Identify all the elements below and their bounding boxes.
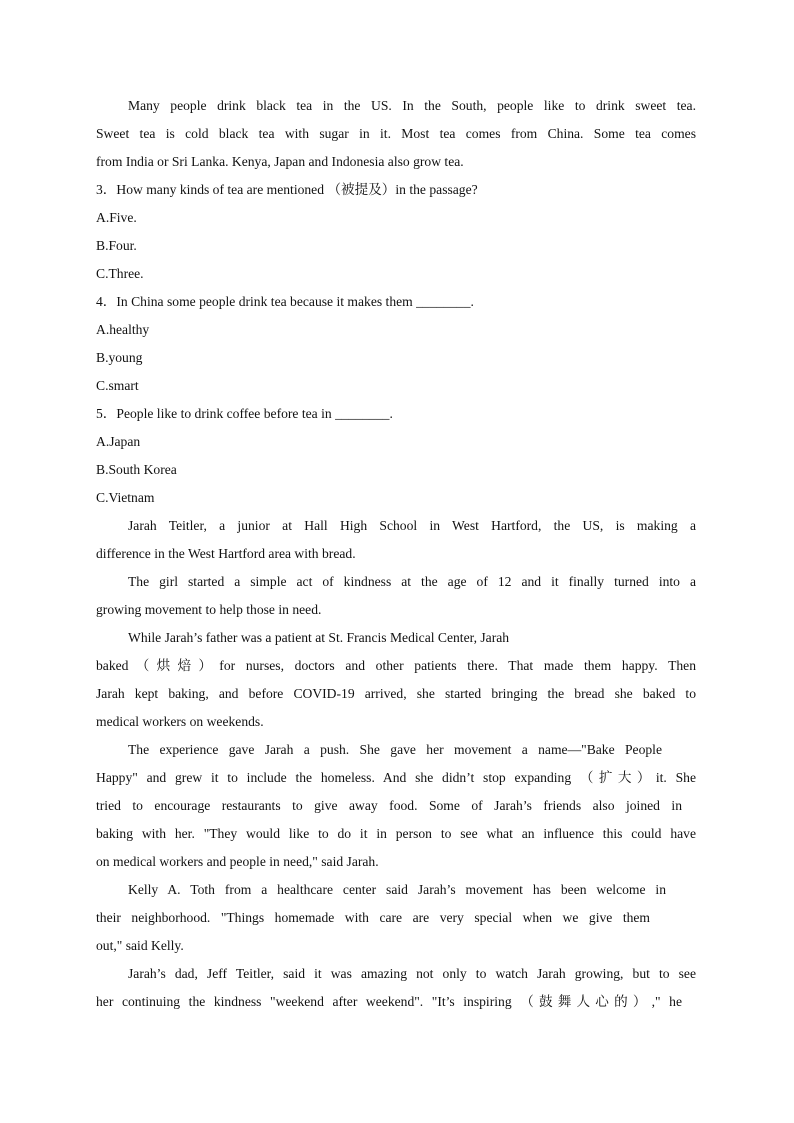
option-a[interactable]: A.Japan: [96, 434, 141, 449]
passage-line: Jarah Teitler, a junior at Hall High School in West Hartford, the US, is making a: [128, 518, 696, 533]
question-4: [96, 288, 696, 400]
option-a[interactable]: A.healthy: [96, 322, 150, 337]
question-3: [96, 176, 696, 288]
passage-tea: [96, 92, 696, 176]
passage-line: The girl started a simple act of kindness at the age of 12 and it finally turned into a: [128, 574, 696, 589]
passage-line: Sweet tea is cold black tea with sugar in it. Most tea comes from China. Some tea comes: [96, 126, 696, 141]
passage-line: medical workers on weekends.: [96, 714, 264, 729]
option-b[interactable]: B.South Korea: [96, 462, 177, 477]
passage-line: baking with her. "They would like to do it in person to see what an influence this could have: [96, 826, 696, 841]
passage-line: out," said Kelly.: [96, 938, 184, 953]
passage-line: Happy" and grew it to include the homeless. And she didn’t stop expanding （扩大）it. She: [96, 770, 696, 785]
option-c[interactable]: C.smart: [96, 378, 139, 393]
option-b[interactable]: B.Four.: [96, 238, 137, 253]
passage-line: tried to encourage restaurants to give away food. Some of Jarah’s friends also joined in: [96, 798, 682, 813]
passage-line: on medical workers and people in need," said Jarah.: [96, 854, 379, 869]
document-page: [96, 92, 696, 1016]
passage-line: Many people drink black tea in the US. In the South, people like to drink sweet tea.: [128, 98, 696, 113]
passage-line: The experience gave Jarah a push. She gave her movement a name—"Bake People: [128, 742, 662, 757]
question-5: [96, 400, 696, 512]
question-stem: 3．How many kinds of tea are mentioned （被提及）in the passage?: [96, 182, 478, 197]
passage-line: their neighborhood. "Things homemade with care are very special when we give them: [96, 910, 650, 925]
passage-line: baked（烘焙）for nurses, doctors and other patients there. That made them happy. Then: [96, 658, 696, 673]
passage-line: from India or Sri Lanka. Kenya, Japan and Indonesia also grow tea.: [96, 154, 464, 169]
passage-line: While Jarah’s father was a patient at St. Francis Medical Center, Jarah: [128, 630, 510, 645]
passage-line: Jarah kept baking, and before COVID-19 arrived, she started bringing the bread she baked to: [96, 686, 696, 701]
option-c[interactable]: C.Vietnam: [96, 490, 155, 505]
passage-line: her continuing the kindness "weekend after weekend". "It’s inspiring （鼓舞人心的）," he: [96, 994, 682, 1009]
option-c[interactable]: C.Three.: [96, 266, 144, 281]
option-a[interactable]: A.Five.: [96, 210, 137, 225]
option-b[interactable]: B.young: [96, 350, 143, 365]
passage-line: difference in the West Hartford area with bread.: [96, 546, 356, 561]
passage-line: growing movement to help those in need.: [96, 602, 322, 617]
question-stem: 4．In China some people drink tea because it makes them ________.: [96, 294, 474, 309]
passage-jarah: [96, 512, 696, 1016]
passage-line: Kelly A. Toth from a healthcare center said Jarah’s movement has been welcome in: [128, 882, 666, 897]
question-stem: 5．People like to drink coffee before tea in ________.: [96, 406, 393, 421]
passage-line: Jarah’s dad, Jeff Teitler, said it was amazing not only to watch Jarah growing, but to see: [128, 966, 696, 981]
